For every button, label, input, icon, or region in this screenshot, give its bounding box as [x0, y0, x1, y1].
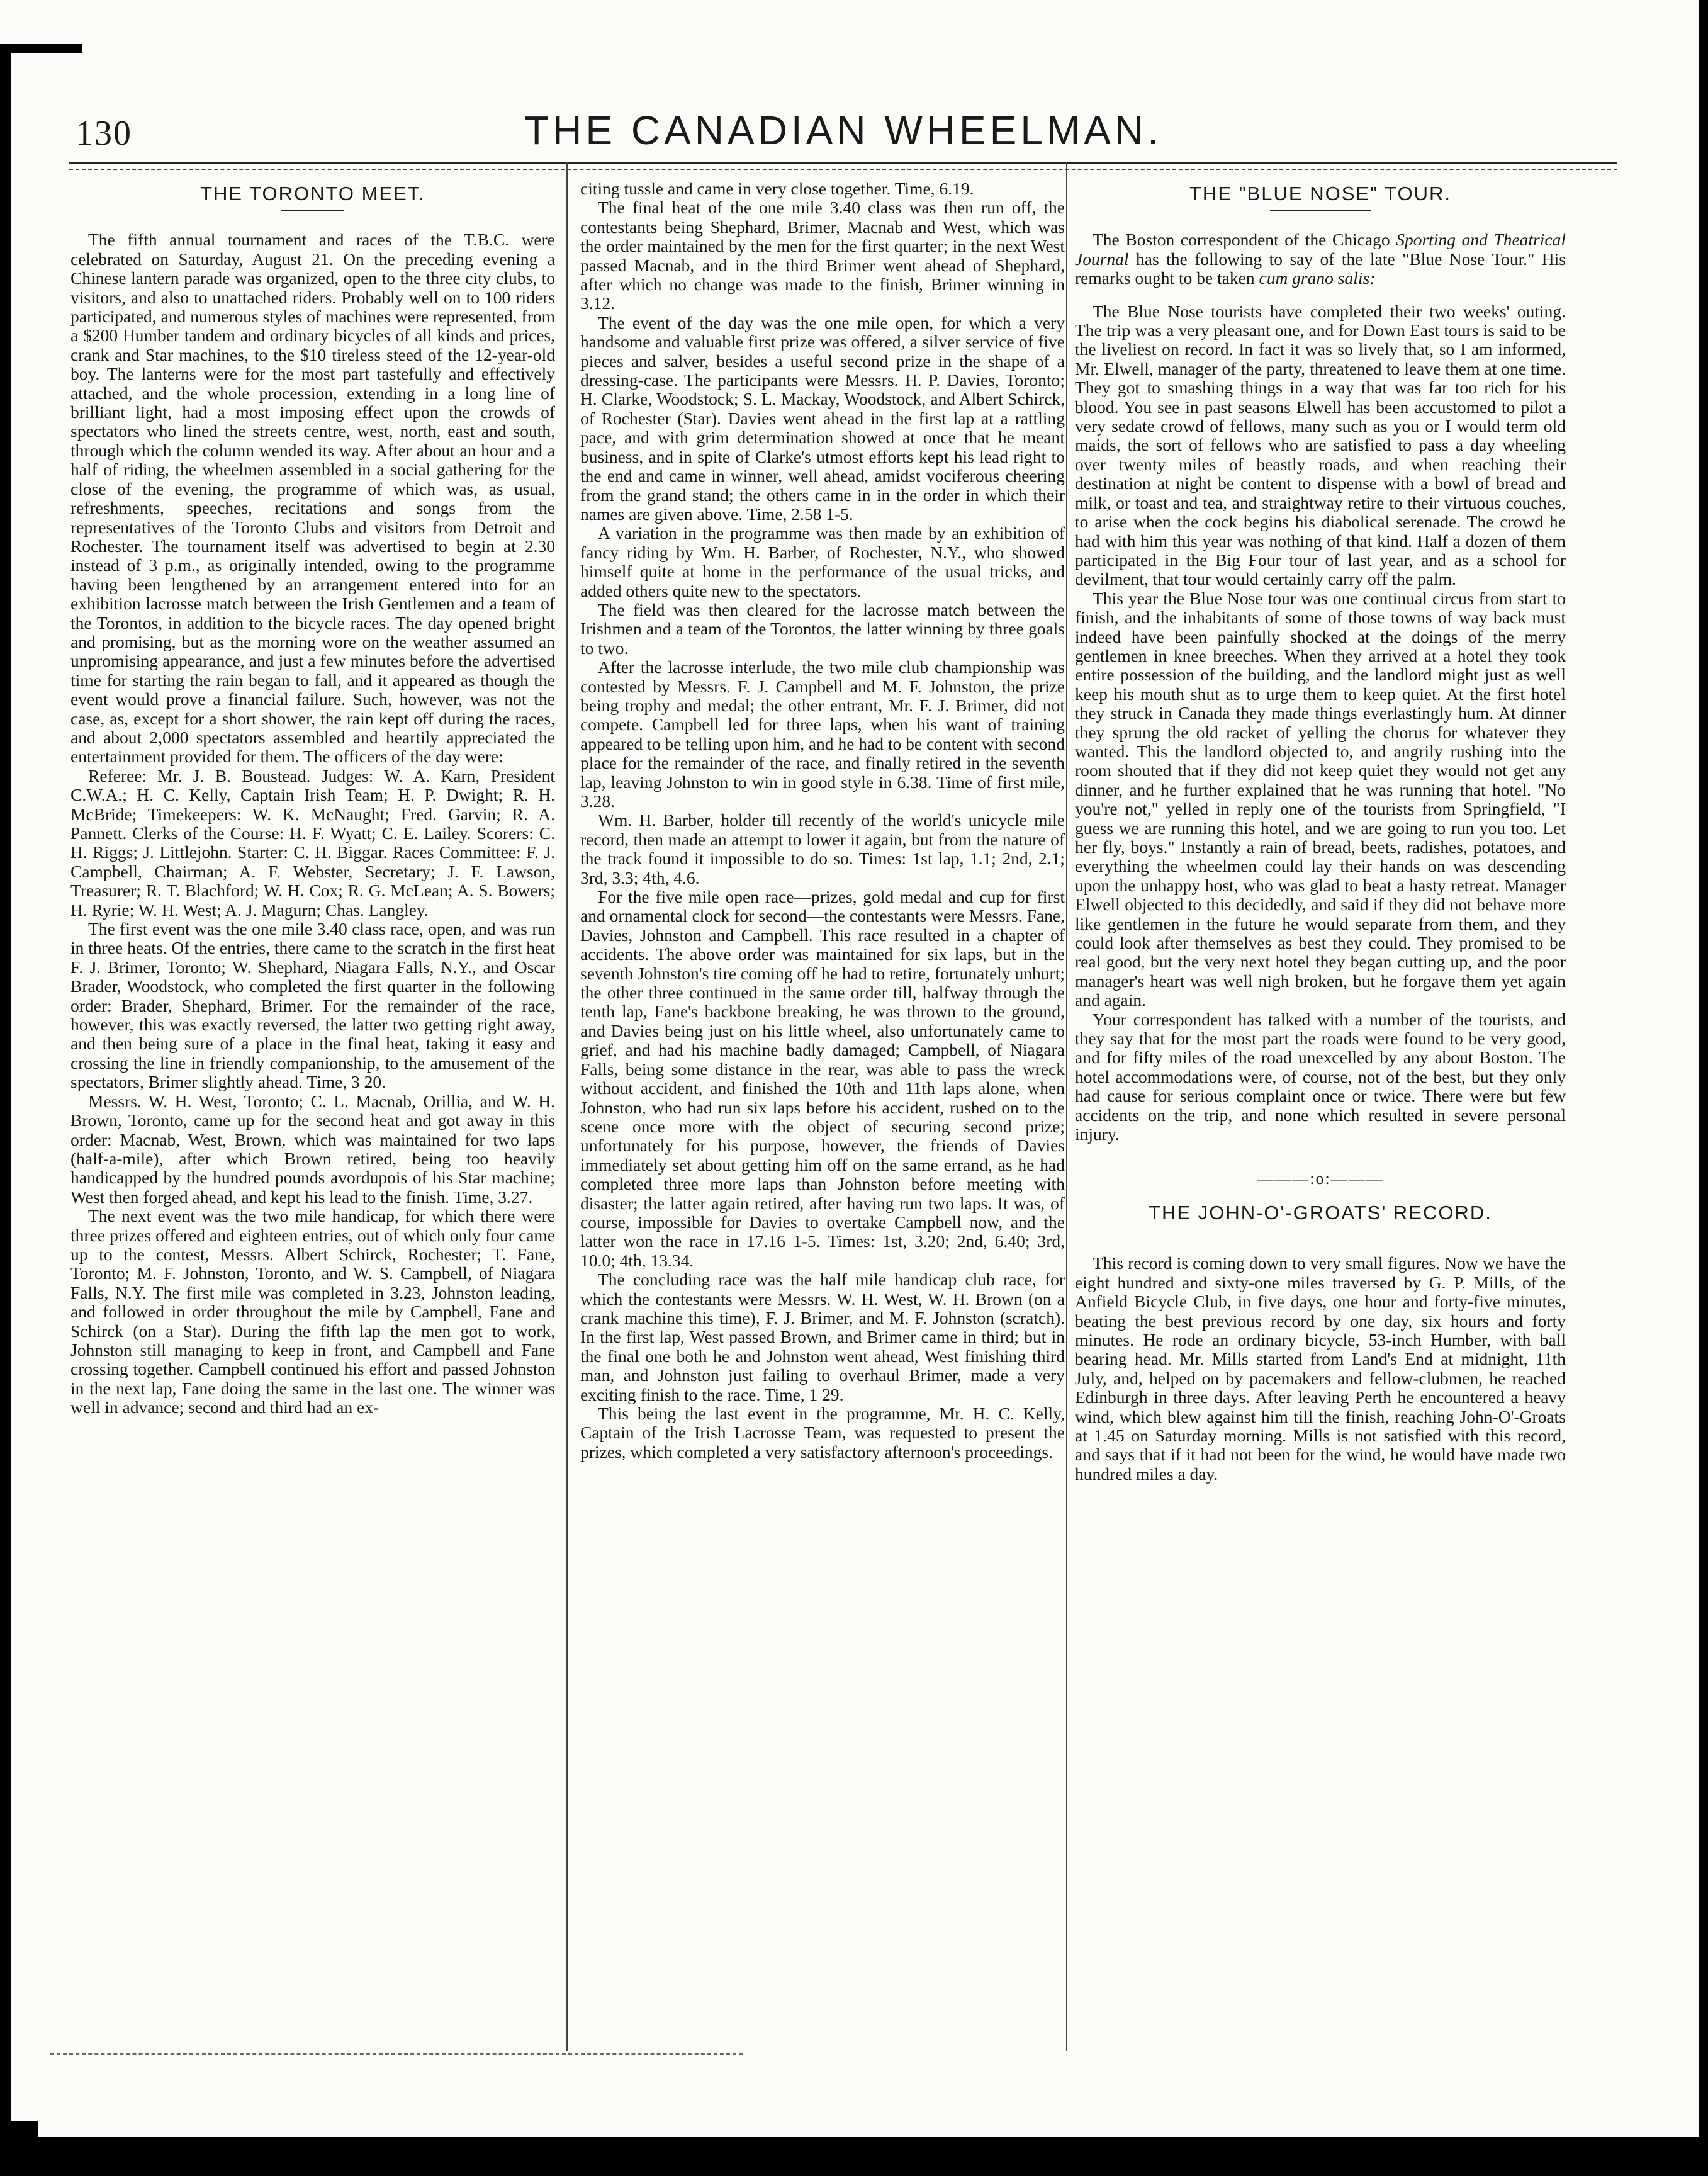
intro-text: has the following to say of the late "Blue Nose Tour." His remarks ought to be taken [1075, 249, 1566, 288]
article-paragraph: The next event was the two mile handicap, for which there were three prizes offered and eighteen entries, out of which only four came up to the contest, Messrs. Albert Schirck, Rochester; T. Fane, Toronto; M. F. Johnston, Toronto, and W. S. Campbell, of Niagara Falls, N.Y. The first mile was completed in 3.23, Johnston leading, and followed in order throughout the mile by Campbell, Fane and Schirck (on a Star). During the fifth lap the men got to work, Johnston still managing to keep in front, and Campbell and Fane crossing together. Campbell continued his effort and passed Johnston in the next lap, Fane doing the same in the last one. The winner was well in advance; second and third had an ex- [70, 1206, 555, 1418]
article-intro [1075, 230, 1566, 288]
article-paragraph: This record is coming down to very small figures. Now we have the eight hundred and sixty-one miles traversed by G. P. Mills, of the Anfield Bicycle Club, in five days, one hour and forty-five minutes, beating the best previous record by one day, six hours and forty minutes. He rode an ordinary bicycle, 53-inch Humber, with ball bearing head. Mr. Mills started from Land's End at midnight, 11th July, and, helped on by pacemakers and fellow-clubmen, he reached Edinburgh in three days. After leaving Perth he encountered a heavy wind, which blew against him till the finish, reaching John-O'-Groats at 1.45 on Saturday morning. Mills is not satisfied with this record, and says that if it had not been for the wind, he would have made two hundred miles a day. [1075, 1253, 1566, 1484]
column-divider [1066, 162, 1067, 2051]
scan-border-top [0, 44, 82, 53]
section-separator: ———:o:——— [1257, 1169, 1384, 1188]
column-2 [580, 179, 1065, 2049]
article-title-john-o-groats: THE JOHN-O'-GROATS' RECORD. [1149, 1201, 1492, 1224]
title-rule [1270, 210, 1371, 211]
page-number: 130 [76, 114, 132, 153]
article-title-toronto-meet: THE TORONTO MEET. [200, 183, 425, 205]
scan-border-bottom [38, 2137, 1708, 2176]
article-paragraph: The fifth annual tournament and races of the T.B.C. were celebrated on Saturday, August 21. On the preceding evening a Chinese lantern parade was organized, open to the three city clubs, to visitors, and also to unattached riders. Probably well on to 100 riders participated, and numerous styles of machines were represented, from a $200 Humber tandem and ordinary bicycles of all kinds and prices, crank and Star machines, to the $10 tireless steed of the 12-year-old boy. The lanterns were for the most part tastefully and effectively attached, and the whole procession, extending in a long line of brilliant light, had a most imposing effect upon the crowds of spectators who lined the streets centre, west, north, east and south, through which the column wended its way. After about an hour and a half of riding, the wheelmen assembled in a social gathering for the close of the evening, the programme of which was, as usual, refreshments, speeches, recitations and songs from the representatives of the Toronto Clubs and visitors from Detroit and Rochester. The tournament itself was advertised to begin at 2.30 instead of 3 p.m., as originally intended, owing to the programme having been lengthened by an arrangement entered into for an exhibition lacrosse match between the Irish Gentlemen and a team of the Torontos, in addition to the bicycle races. The day opened bright and promising, but as the morning wore on the weather assumed an unpromising appearance, and just a few minutes before the advertised time for starting the rain began to fall, and it appeared as though the event would prove a financial failure. Such, however, was not the case, as, except for a short shower, the rain kept off during the races, and about 2,000 spectators assembled and heartily appreciated the entertainment provided for them. The officers of the day were: [70, 230, 555, 767]
article-paragraph: A variation in the programme was then made by an exhibition of fancy riding by Wm. H. Barber, of Rochester, N.Y., who showed himself quite at home in the performance of the usual tricks, and added others quite new to the spectators. [580, 523, 1065, 600]
footer-rule-dashed [50, 2053, 743, 2055]
article-paragraph: For the five mile open race—prizes, gold medal and cup for first and ornamental clock for second—the contestants were Messrs. Fane, Davies, Johnston and Campbell. This race resulted in a chapter of accidents. The above order was maintained for six laps, but in the seventh Johnston's tire coming off he had to retire, fortunately unhurt; the other three continued in the same order till, halfway through the tenth lap, Fane's backbone breaking, he was thrown to the ground, and Davies being just on his little wheel, also unfortunately came to grief, and had his machine badly damaged; Campbell, of Niagara Falls, being some distance in the rear, was able to pass the wreck without accident, and finished the 10th and 11th laps alone, when Johnston, who had run six laps before his accident, rushed on to the scene once more with the object of securing second prize; unfortunately for his purpose, however, the friends of Davies immediately set about getting him off on the same errand, as he had completed three more laps than Johnston before meeting with disaster; the latter again retired, after having run two laps. It was, of course, impossible for Davies to overtake Campbell now, and the latter won the race in 17.16 1-5. Times: 1st, 3.20; 2nd, 6.40; 3rd, 10.0; 4th, 13.34. [580, 887, 1065, 1270]
article-paragraph: The final heat of the one mile 3.40 class was then run off, the contestants being Shephard, Brimer, Macnab and West, which was the order maintained by the men for the first quarter; in the next West passed Macnab, and in the third Brimer went ahead of Shephard, after which no change was made to the finish, Brimer winning in 3.12. [580, 198, 1065, 313]
journal-title: THE CANADIAN WHEELMAN. [524, 108, 1162, 153]
article-title-blue-nose: THE "BLUE NOSE" TOUR. [1189, 183, 1451, 205]
intro-italic-latin: cum grano salis: [1259, 268, 1376, 288]
header-rule-dashed [69, 169, 1617, 170]
article-paragraph: Wm. H. Barber, holder till recently of the world's unicycle mile record, then made an attempt to lower it again, but from the nature of the track found it impossible to do so. Times: 1st lap, 1.1; 2nd, 2.1; 3rd, 3.3; 4th, 4.6. [580, 810, 1065, 888]
article-paragraph: The event of the day was the one mile open, for which a very handsome and valuable first prize was offered, a silver service of five pieces and salver, besides a useful second prize in the shape of a dressing-case. The participants were Messrs. H. P. Davies, Toronto; H. Clarke, Woodstock; S. L. Mackay, Woodstock, and Albert Schirck, of Rochester (Star). Davies went ahead in the first lap at a rattling pace, and with grim determination showed at once that he meant business, and in spite of Clarke's utmost efforts kept his lead right to the end and came in winner, well ahead, amidst vociferous cheering from the grand stand; the others came in in the order in which their names are given above. Time, 2.58 1-5. [580, 312, 1065, 524]
header-rule [69, 162, 1617, 164]
article-paragraph: This year the Blue Nose tour was one continual circus from start to finish, and the inhabitants of some of those towns of way back must indeed have been painfully shocked at the doings of the merry gentlemen in knee breeches. When they arrived at a hotel they took entire possession of the building, and the landlord might just as well keep his mouth shut as to urge them to keep quiet. At the first hotel they struck in Canada they made things everlastingly hum. At dinner they sprung the old racket of yelling the chorus for whatever they wanted. This the landlord objected to, and angrily rushing into the room shouted that if they did not keep quiet they would not get any dinner, and he further explained that he was running that hotel. "No you're not," yelled in reply one of the tourists from Springfield, "I guess we are running this hotel, and we are going to run you too. Let her fly, boys." Instantly a rain of bread, beets, radishes, potatoes, and everything the wheelmen could lay their hands on was descending upon the unhappy host, who was glad to beat a hasty retreat. Manager Elwell objected to this decidedly, and said if they did not behave more like gentlemen in the future he would separate from them, and they could look after themselves as best they could. They promised to be real good, but the very next hotel they began cutting up, and the poor manager's heart was well nigh broken, but he forgave them yet again and again. [1075, 588, 1566, 1010]
column-3 [1075, 179, 1566, 2049]
article-paragraph: The field was then cleared for the lacrosse match between the Irishmen and a team of the Torontos, the latter winning by three goals to two. [580, 599, 1065, 658]
article-paragraph: The concluding race was the half mile handicap club race, for which the contestants were Messrs. W. H. West, W. H. Brown (on a crank machine this time), F. J. Brimer, and M. F. Johnston (scratch). In the first lap, West passed Brown, and Brimer came in third; but in the final one both he and Johnston went ahead, West finishing third man, and Johnston just failing to overhaul Brimer, made a very exciting finish to the race. Time, 1 29. [580, 1270, 1065, 1404]
scan-border-corner [0, 2121, 38, 2176]
page-header [76, 107, 1611, 164]
column-divider [566, 162, 568, 2051]
article-paragraph: Messrs. W. H. West, Toronto; C. L. Macnab, Orillia, and W. H. Brown, Toronto, came up for the second heat and got away in this order: Macnab, West, Brown, which was maintained for two laps (half-a-mile), after which Brown retired, being too heavily handicapped by the hundred pounds avordupois of his Star machine; West then forged ahead, and kept his lead to the finish. Time, 3.27. [70, 1091, 555, 1207]
intro-italic-journal: Sporting and Theatrical Journal [1075, 230, 1566, 269]
article-paragraph: The Blue Nose tourists have completed their two weeks' outing. The trip was a very pleasant one, and for Down East tours is said to be the liveliest on record. In fact it was so lively that, so I am informed, Mr. Elwell, manager of the party, threatened to leave them at one time. They got to smashing things in a way that was far too rich for his blood. You see in past seasons Elwell has been accustomed to pilot a very sedate crowd of fellows, many such as you or I would term old maids, the sort of fellows who are satisfied to pass a day wheeling over twenty miles of beastly roads, and when reaching their destination at night be content to dispense with a bowl of bread and milk, or toast and tea, and straightway retire to their virtuous couches, to arise when the cock begins his diabolical serenade. The crowd he had with him this year was nothing of that kind. Half a dozen of them participated in the Big Four tour of last year, and as a school for devilment, that tour would certainly carry off the palm. [1075, 301, 1566, 589]
article-paragraph: After the lacrosse interlude, the two mile club championship was contested by Messrs. F. J. Campbell and M. F. Johnston, the prize being trophy and medal; the other entrant, Mr. F. J. Brimer, did not compete. Campbell led for three laps, when his want of training appeared to be telling upon him, and he had to be content with second place for the remainder of the race, and finally retired in the seventh lap, leaving Johnston to win in good style in 6.38. Time of first mile, 3.28. [580, 657, 1065, 811]
article-paragraph: Your correspondent has talked with a number of the tourists, and they say that for the most part the roads were found to be very good, and for fifty miles of the road unexcelled by any about Boston. The hotel accommodations were, of course, not of the best, but they only had cause for serious complaint once or twice. There were but few accidents on the trip, and none which resulted in severe personal injury. [1075, 1009, 1566, 1144]
scan-border-left [0, 50, 11, 2176]
article-paragraph: Referee: Mr. J. B. Boustead. Judges: W. A. Karn, President C.W.A.; H. C. Kelly, Captain Irish Team; H. P. Dwight; R. H. McBride; Timekeepers: W. K. McNaught; Fred. Garvin; R. A. Pannett. Clerks of the Course: H. F. Wyatt; C. E. Lailey. Scorers: C. H. Riggs; J. Littlejohn. Starter: C. H. Biggar. Races Committee: F. J. Campbell, Chairman; A. F. Webster, Secretary; J. F. Lawson, Treasurer; R. T. Blachford; W. H. Cox; R. G. McLean; A. S. Bowers; H. Ryrie; W. H. West; A. J. Magurn; Chas. Langley. [70, 765, 555, 920]
article-paragraph: The first event was the one mile 3.40 class race, open, and was run in three heats. Of the entries, there came to the scratch in the first heat F. J. Brimer, Toronto; W. Shephard, Niagara Falls, N.Y., and Oscar Brader, Woodstock, who completed the first quarter in the following order: Brader, Shephard, Brimer. For the remainder of the race, however, this was exactly reversed, the latter two getting right away, and then being sure of a place in the final heat, taking it easy and crossing the line in friendly companionship, to the amusement of the spectators, Brimer slightly ahead. Time, 3 20. [70, 919, 555, 1092]
article-paragraph: This being the last event in the programme, Mr. H. C. Kelly, Captain of the Irish Lacrosse Team, was requested to present the prizes, which completed a very satisfactory afternoon's proceedings. [580, 1404, 1065, 1462]
column-1 [70, 179, 555, 2049]
intro-text: The Boston correspondent of the Chicago [1093, 230, 1390, 250]
scan-border-right [1699, 0, 1708, 2176]
article-paragraph: citing tussle and came in very close together. Time, 6.19. [580, 179, 974, 198]
title-rule [281, 210, 344, 211]
